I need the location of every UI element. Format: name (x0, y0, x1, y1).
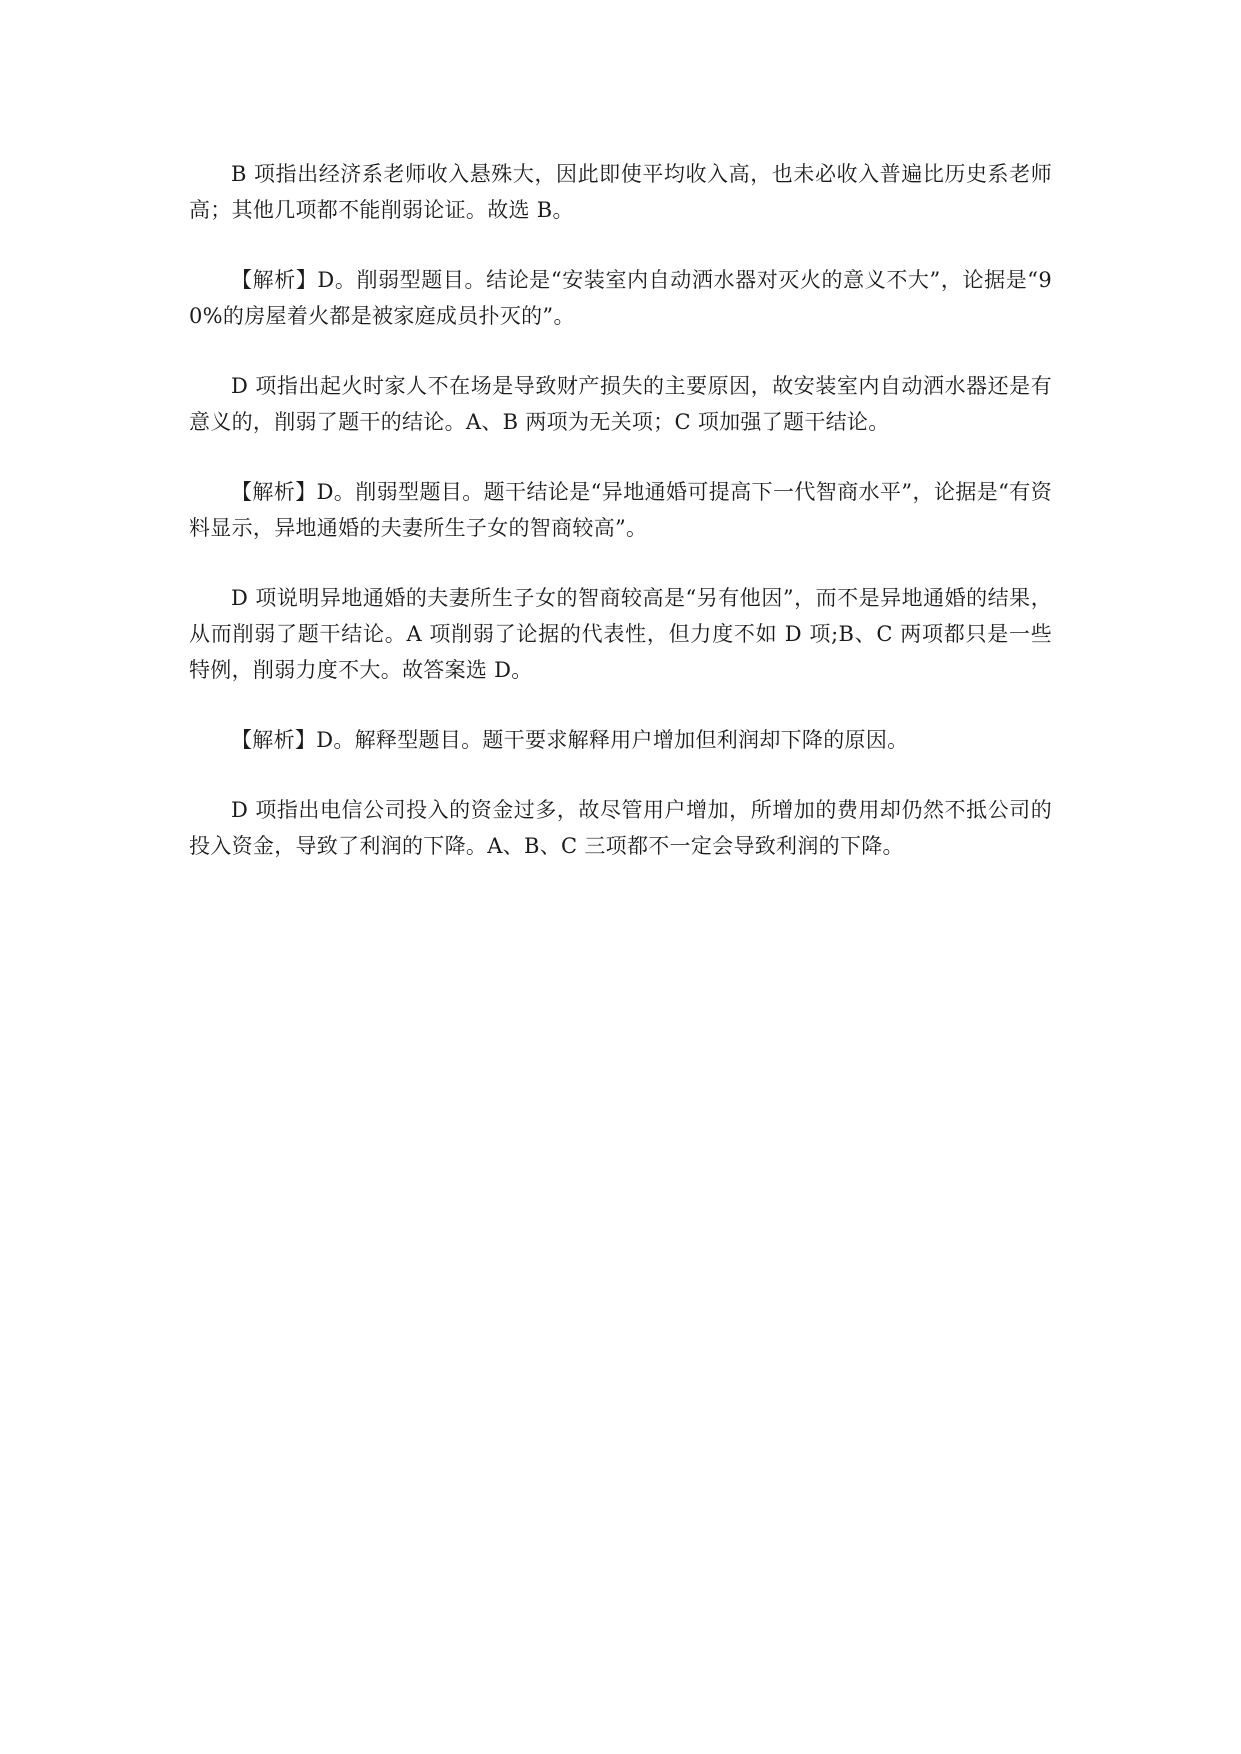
paragraph-analysis-marriage: 【解析】D。削弱型题目。题干结论是“异地通婚可提高下一代智商水平”，论据是“有资料显示，异地通婚的夫妻所生子女的智商较高”。 (189, 480, 1052, 540)
paragraph-d-explanation-sprinkler: D 项指出起火时家人不在场是导致财产损失的主要原因，故安装室内自动洒水器还是有意义的，削弱了题干的结论。A、B 两项为无关项；C 项加强了题干结论。 (189, 374, 1052, 434)
paragraph-b-explanation: B 项指出经济系老师收入悬殊大，因此即使平均收入高，也未必收入普遍比历史系老师高；其他几项都不能削弱论证。故选 B。 (189, 162, 1052, 222)
paragraph-analysis-telecom: 【解析】D。解释型题目。题干要求解释用户增加但利润却下降的原因。 (231, 728, 909, 752)
document-body (189, 156, 1052, 898)
paragraph-d-explanation-telecom: D 项指出电信公司投入的资金过多，故尽管用户增加，所增加的费用却仍然不抵公司的投入资金，导致了利润的下降。A、B、C 三项都不一定会导致利润的下降。 (189, 798, 1052, 858)
paragraph-analysis-sprinkler: 【解析】D。削弱型题目。结论是“安装室内自动洒水器对灭火的意义不大”，论据是“90%的房屋着火都是被家庭成员扑灭的”。 (189, 268, 1052, 328)
paragraph-d-explanation-marriage: D 项说明异地通婚的夫妻所生子女的智商较高是“另有他因”，而不是异地通婚的结果，从而削弱了题干结论。A 项削弱了论据的代表性，但力度不如 D 项;B、C 两项都只是一些特例，削弱力度不大。故答案选 D。 (189, 586, 1052, 682)
